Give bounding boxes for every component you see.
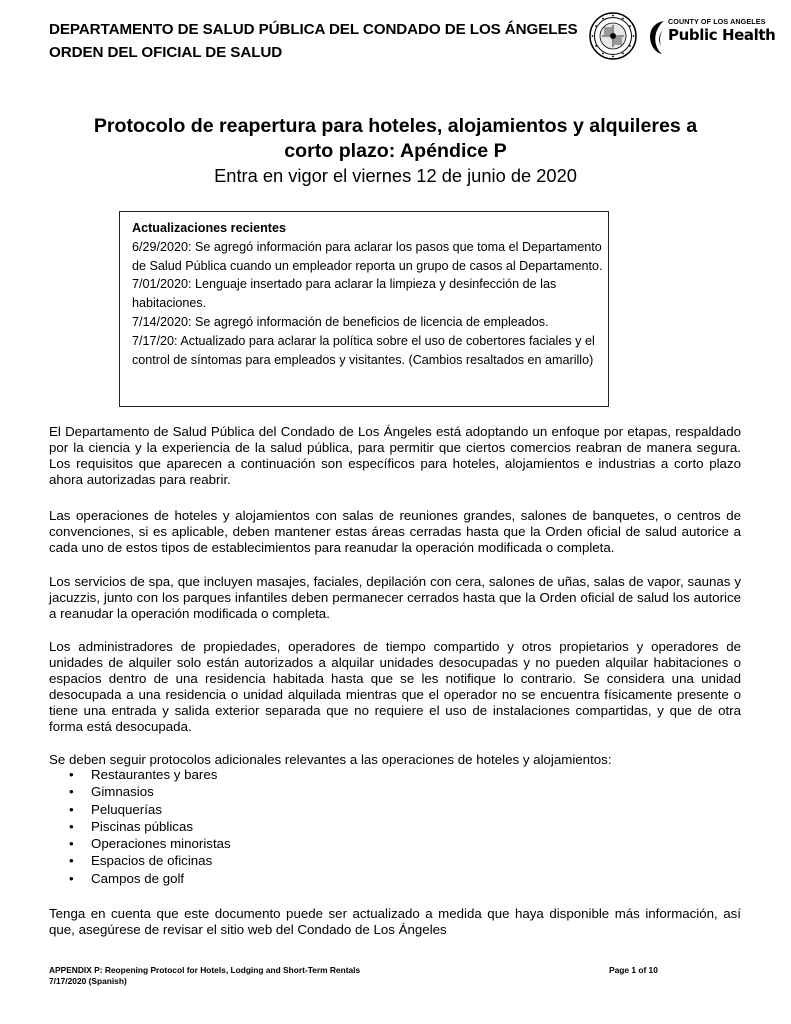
protocol-list (49, 766, 231, 887)
body-paragraph-4: Los administradores de propiedades, operadores de tiempo compartido y otros propietarios y operadores de unidades de alquiler solo están autorizados a alquilar unidades desocupadas y no pueden alquilar habitaciones o espacios dentro de una residencia habitada hasta que se les notifique lo contrario. Se considera una unidad desocupada a una residencia o unidad alquilada mientras que el operador no se encuentra físicamente presente o tiene una entrada y salida exterior separada que no requiere el uso de instalaciones compartidas, y que de otra forma está desocupada. (49, 639, 741, 734)
county-seal-icon (589, 12, 637, 60)
updates-heading: Actualizaciones recientes (132, 221, 286, 235)
title-line-2: corto plazo: Apéndice P (284, 140, 507, 162)
body-paragraph-3: Los servicios de spa, que incluyen masajes, faciales, depilación con cera, salones de uñas, salas de vapor, saunas y jacuzzis, junto con los parques infantiles deben permanecer cerrados hasta que la Orden oficial de salud los autorice a reanudar la operación modificada o completa. (49, 574, 741, 621)
update-item: 7/14/2020: Se agregó información de beneficios de licencia de empleados. (132, 314, 549, 329)
footer-date: 7/17/2020 (Spanish) (49, 976, 127, 986)
body-paragraph-6: Tenga en cuenta que este documento puede ser actualizado a medida que haya disponible más información, así que, asegúrese de revisar el sitio web del Condado de Los Ángeles (49, 906, 741, 937)
list-item: • Gimnasios (49, 783, 231, 800)
logo-public-health-text: Public Health (668, 26, 776, 44)
body-paragraph-1: El Departamento de Salud Pública del Condado de Los Ángeles está adoptando un enfoque por etapas, respaldado por la ciencia y la experiencia de la salud pública, para permitir que ciertos comercios reabran de manera segura. Los requisitos que aparecen a continuación son específicos para hoteles, alojamientos e industrias a corto plazo ahora autorizadas para reabrir. (49, 424, 741, 487)
document-header (49, 18, 578, 64)
list-item: • Piscinas públicas (49, 818, 231, 835)
list-item: • Restaurantes y bares (49, 766, 231, 783)
recent-updates-box (119, 211, 609, 407)
list-item: • Peluquerías (49, 801, 231, 818)
list-item: • Campos de golf (49, 870, 231, 887)
document-title (40, 114, 751, 164)
header-department: DEPARTAMENTO DE SALUD PÚBLICA DEL CONDADO DE LOS ÁNGELES (49, 21, 578, 38)
footer-appendix: APPENDIX P: Reopening Protocol for Hotels, Lodging and Short-Term Rentals (49, 965, 361, 975)
update-item: 6/29/2020: Se agregó información para aclarar los pasos que toma el Departamento de Salud Pública cuando un empleador reporta un grupo de casos al Departamento. (132, 239, 603, 273)
body-paragraph-5: Se deben seguir protocolos adicionales relevantes a las operaciones de hoteles y alojamientos: (49, 752, 612, 767)
effective-date: Entra en vigor el viernes 12 de junio de 2020 (214, 165, 577, 186)
logo-county-text: COUNTY OF LOS ANGELES (668, 17, 766, 26)
public-health-mark-icon (646, 19, 668, 55)
update-item: 7/17/20: Actualizado para aclarar la política sobre el uso de cobertores faciales y el control de síntomas para empleados y visitantes. (Cambios resaltados en amarillo) (132, 333, 595, 367)
header-order: ORDEN DEL OFICIAL DE SALUD (49, 44, 283, 61)
body-paragraph-2: Las operaciones de hoteles y alojamientos con salas de reuniones grandes, salones de banquetes, o centros de convenciones, si es aplicable, deben mantener estas áreas cerradas hasta que la Orden oficial de salud autorice a cada uno de estos tipos de establecimientos para reanudar la operación modificada o completa. (49, 508, 741, 555)
title-line-1: Protocolo de reapertura para hoteles, alojamientos y alquileres a (93, 115, 698, 137)
public-health-logo (646, 17, 776, 61)
list-item: • Operaciones minoristas (49, 835, 231, 852)
update-item: 7/01/2020: Lenguaje insertado para aclarar la limpieza y desinfección de las habitaciones. (132, 277, 557, 311)
footer-page-number: Page 1 of 10 (609, 965, 658, 975)
list-item: • Espacios de oficinas (49, 852, 231, 869)
